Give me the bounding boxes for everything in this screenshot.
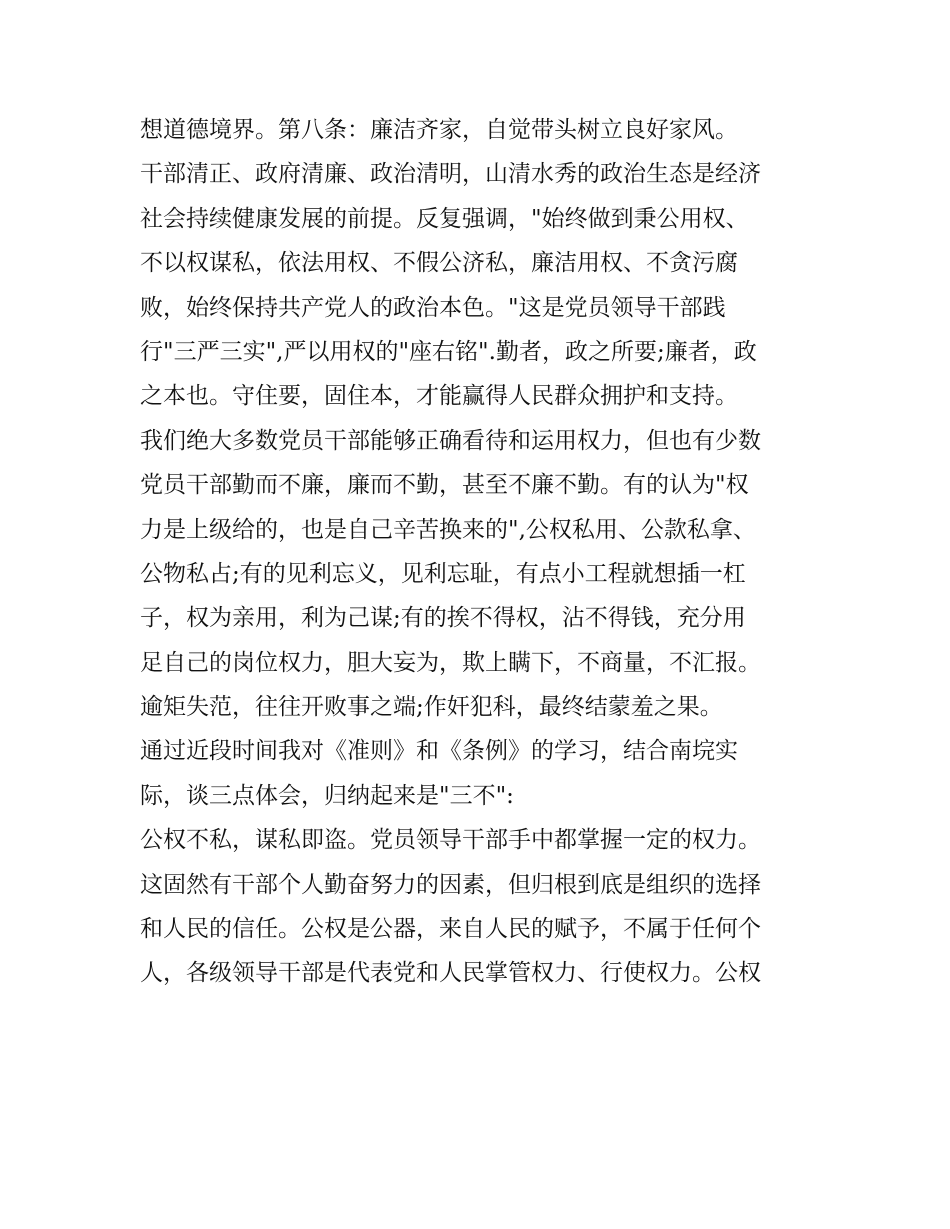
text-line: 社会持续健康发展的前提。反复强调，"始终做到秉公用权、: [140, 205, 749, 232]
body-text: [140, 108, 830, 996]
text-line: 公权不私，谋私即盗。党员领导干部手中都掌握一定的权力。: [140, 827, 761, 854]
text-line: 之本也。守住要，固住本，才能赢得人民群众拥护和支持。: [140, 383, 738, 410]
text-line: 足自己的岗位权力，胆大妄为，欺上瞒下，不商量，不汇报。: [140, 649, 761, 676]
text-line: 想道德境界。第八条：廉洁齐家，自觉带头树立良好家风。: [140, 117, 738, 143]
text-line: 力是上级给的，也是自己辛苦换来的",公权私用、公款私拿、: [140, 516, 756, 543]
text-line: 败，始终保持共产党人的政治本色。"这是党员领导干部践: [140, 294, 726, 321]
text-line: 党员干部勤而不廉，廉而不勤，甚至不廉不勤。有的认为"权: [140, 472, 749, 499]
text-line: 子，权为亲用，利为己谋;有的挨不得权，沾不得钱，充分用: [140, 605, 746, 632]
text-line: 行"三严三实",严以用权的"座右铭".勤者，政之所要;廉者，政: [140, 338, 757, 365]
text-line: 公物私占;有的见利忘义，见利忘耻，有点小工程就想插一杠: [140, 560, 746, 587]
text-line: 干部清正、政府清廉、政治清明，山清水秀的政治生态是经济: [140, 161, 761, 188]
text-line: 和人民的信任。公权是公器，来自人民的赋予，不属于任何个: [140, 916, 761, 943]
text-line: 际，谈三点体会，归纳起来是"三不":: [140, 782, 514, 809]
text-line: 通过近段时间我对《准则》和《条例》的学习，结合南垸实: [140, 738, 738, 765]
text-line: 我们绝大多数党员干部能够正确看待和运用权力，但也有少数: [140, 427, 761, 454]
text-line: 逾矩失范，往往开败事之端;作奸犯科，最终结蒙羞之果。: [140, 694, 723, 721]
text-line: 不以权谋私，依法用权、不假公济私，廉洁用权、不贪污腐: [140, 250, 738, 277]
text-line: 这固然有干部个人勤奋努力的因素，但归根到底是组织的选择: [140, 871, 761, 898]
text-line: 人，各级领导干部是代表党和人民掌管权力、行使权力。公权: [140, 960, 761, 987]
